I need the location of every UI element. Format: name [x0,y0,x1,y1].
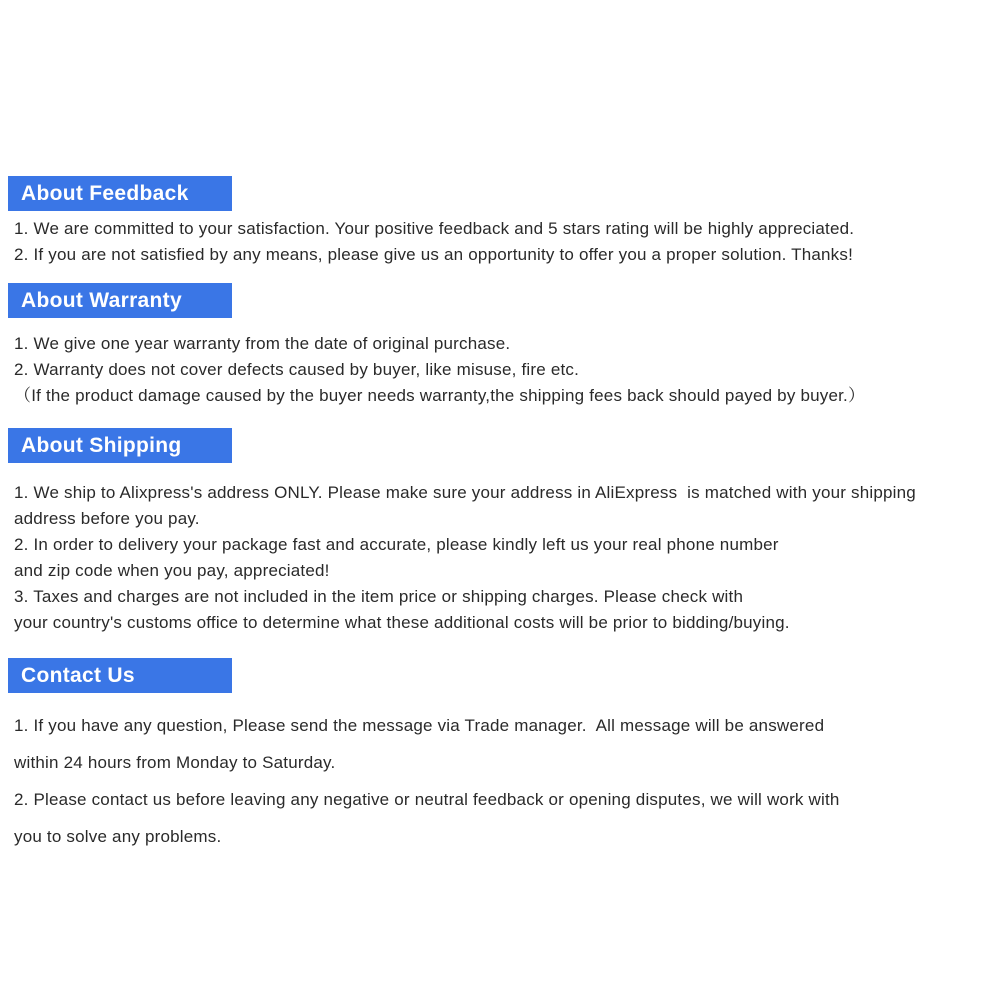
section-about-warranty [0,283,1000,409]
section-body-warranty [0,331,1000,409]
text-line: 2. Please contact us before leaving any negative or neutral feedback or opening disputes, we will work with [14,790,840,809]
section-about-shipping [0,428,1000,636]
section-header-badge-warranty [8,283,232,318]
section-contact-us [0,658,1000,855]
section-header-badge-feedback [8,176,232,211]
text-line: within 24 hours from Monday to Saturday. [14,753,336,772]
text-line: 3. Taxes and charges are not included in the item price or shipping charges. Please check with [14,587,744,606]
text-line: 1. We give one year warranty from the date of original purchase. [14,334,511,353]
text-line: （If the product damage caused by the buyer needs warranty,the shipping fees back should payed by buyer.） [14,386,866,405]
text-line: 2. If you are not satisfied by any means, please give us an opportunity to offer you a proper solution. Thanks! [14,245,854,264]
text-line: address before you pay. [14,509,200,528]
section-title: Contact Us [21,664,135,687]
text-line: 2. Warranty does not cover defects caused by buyer, like misuse, fire etc. [14,360,580,379]
text-line: your country's customs office to determine what these additional costs will be prior to bidding/buying. [14,613,790,632]
text-line: and zip code when you pay, appreciated! [14,561,330,580]
text-line: 1. We are committed to your satisfaction. Your positive feedback and 5 stars rating will be highly appreciated. [14,219,855,238]
section-body-feedback [0,216,1000,268]
text-line: 1. If you have any question, Please send the message via Trade manager. All message will be answered [14,716,825,735]
section-title: About Warranty [21,289,182,312]
text-line: you to solve any problems. [14,827,222,846]
text-line: 2. In order to delivery your package fast and accurate, please kindly left us your real phone number [14,535,779,554]
section-title: About Shipping [21,434,182,457]
section-header-badge-shipping [8,428,232,463]
section-header-badge-contact [8,658,232,693]
section-body-shipping [0,480,1000,636]
section-about-feedback [0,176,1000,268]
section-title: About Feedback [21,182,189,205]
text-line: 1. We ship to Alixpress's address ONLY. Please make sure your address in AliExpress is matched with your shipping [14,483,916,502]
section-body-contact [0,707,1000,855]
